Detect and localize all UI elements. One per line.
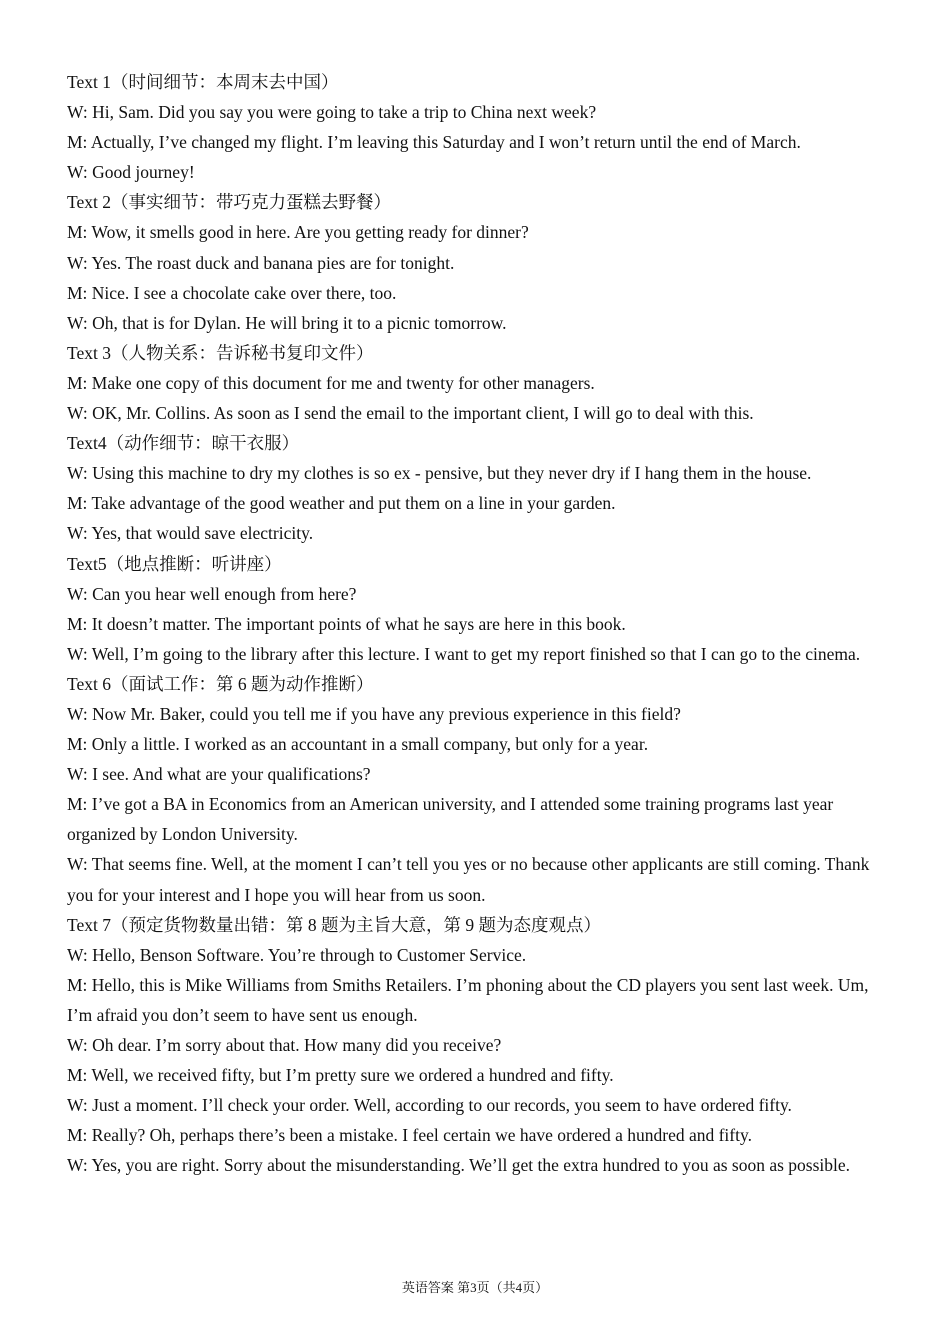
heading-text-6: Text 6（面试工作：第 6 题为动作推断） <box>67 673 374 694</box>
dialogue-line: W: Well, I’m going to the library after this lecture. I want to get my report finished so that I can go to the cinema. <box>67 643 861 664</box>
heading-text-7: Text 7（预定货物数量出错：第 8 题为主旨大意，第 9 题为态度观点） <box>67 914 601 935</box>
dialogue-line: W: Can you hear well enough from here? <box>67 583 357 604</box>
dialogue-line: W: Yes, that would save electricity. <box>67 523 314 544</box>
dialogue-line: W: That seems fine. Well, at the moment I can’t tell you yes or no because other applicants are still coming. Thank you for your interest and I hope you will hear from us soon. <box>67 854 870 905</box>
dialogue-line: W: Just a moment. I’ll check your order. Well, according to our records, you seem to have ordered fifty. <box>67 1095 792 1116</box>
dialogue-line: M: Make one copy of this document for me and twenty for other managers. <box>67 372 595 393</box>
dialogue-line: M: I’ve got a BA in Economics from an American university, and I attended some training programs last year organized by London University. <box>67 794 834 845</box>
heading-text-2: Text 2（事实细节：带巧克力蛋糕去野餐） <box>67 192 391 213</box>
dialogue-line: M: Only a little. I worked as an accountant in a small company, but only for a year. <box>67 734 649 755</box>
dialogue-line: W: Yes. The roast duck and banana pies are for tonight. <box>67 252 455 273</box>
dialogue-line: M: Hello, this is Mike Williams from Smiths Retailers. I’m phoning about the CD players you sent last week. Um, I’m afraid you don’t seem to have sent us enough. <box>67 974 869 1025</box>
heading-text-3: Text 3（人物关系：告诉秘书复印文件） <box>67 342 374 363</box>
dialogue-line: W: Now Mr. Baker, could you tell me if you have any previous experience in this field? <box>67 703 681 724</box>
dialogue-line: M: Take advantage of the good weather and put them on a line in your garden. <box>67 493 616 514</box>
dialogue-line: M: Really? Oh, perhaps there’s been a mistake. I feel certain we have ordered a hundred and fifty. <box>67 1125 752 1146</box>
dialogue-line: W: Good journey! <box>67 162 195 183</box>
heading-text-1: Text 1（时间细节：本周末去中国） <box>67 72 339 92</box>
dialogue-line: M: Nice. I see a chocolate cake over there, too. <box>67 282 397 303</box>
dialogue-line: M: Well, we received fifty, but I’m pretty sure we ordered a hundred and fifty. <box>67 1065 614 1086</box>
dialogue-line: W: OK, Mr. Collins. As soon as I send the email to the important client, I will go to deal with this. <box>67 403 754 424</box>
dialogue-line: W: Oh dear. I’m sorry about that. How many did you receive? <box>67 1035 502 1055</box>
page-footer: 英语答案 第3页（共4页） <box>401 1280 549 1295</box>
dialogue-line: M: It doesn’t matter. The important points of what he says are here in this book. <box>67 613 626 634</box>
dialogue-line: W: Using this machine to dry my clothes is so ex - pensive, but they never dry if I hang them in the house. <box>67 463 812 484</box>
dialogue-line: W: I see. And what are your qualifications? <box>67 764 371 785</box>
dialogue-line: M: Wow, it smells good in here. Are you getting ready for dinner? <box>67 222 529 243</box>
dialogue-line: M: Actually, I’ve changed my flight. I’m leaving this Saturday and I won’t return until the end of March. <box>67 132 801 153</box>
dialogue-line: W: Yes, you are right. Sorry about the misunderstanding. We’ll get the extra hundred to you as soon as possible. <box>67 1155 851 1176</box>
document-body <box>67 67 885 1180</box>
dialogue-line: W: Hello, Benson Software. You’re through to Customer Service. <box>67 944 527 965</box>
heading-text-4: Text4（动作细节：晾干衣服） <box>67 433 300 454</box>
heading-text-5: Text5（地点推断：听讲座） <box>67 553 282 574</box>
dialogue-line: W: Oh, that is for Dylan. He will bring it to a picnic tomorrow. <box>67 312 507 333</box>
dialogue-line: W: Hi, Sam. Did you say you were going to take a trip to China next week? <box>67 102 597 123</box>
